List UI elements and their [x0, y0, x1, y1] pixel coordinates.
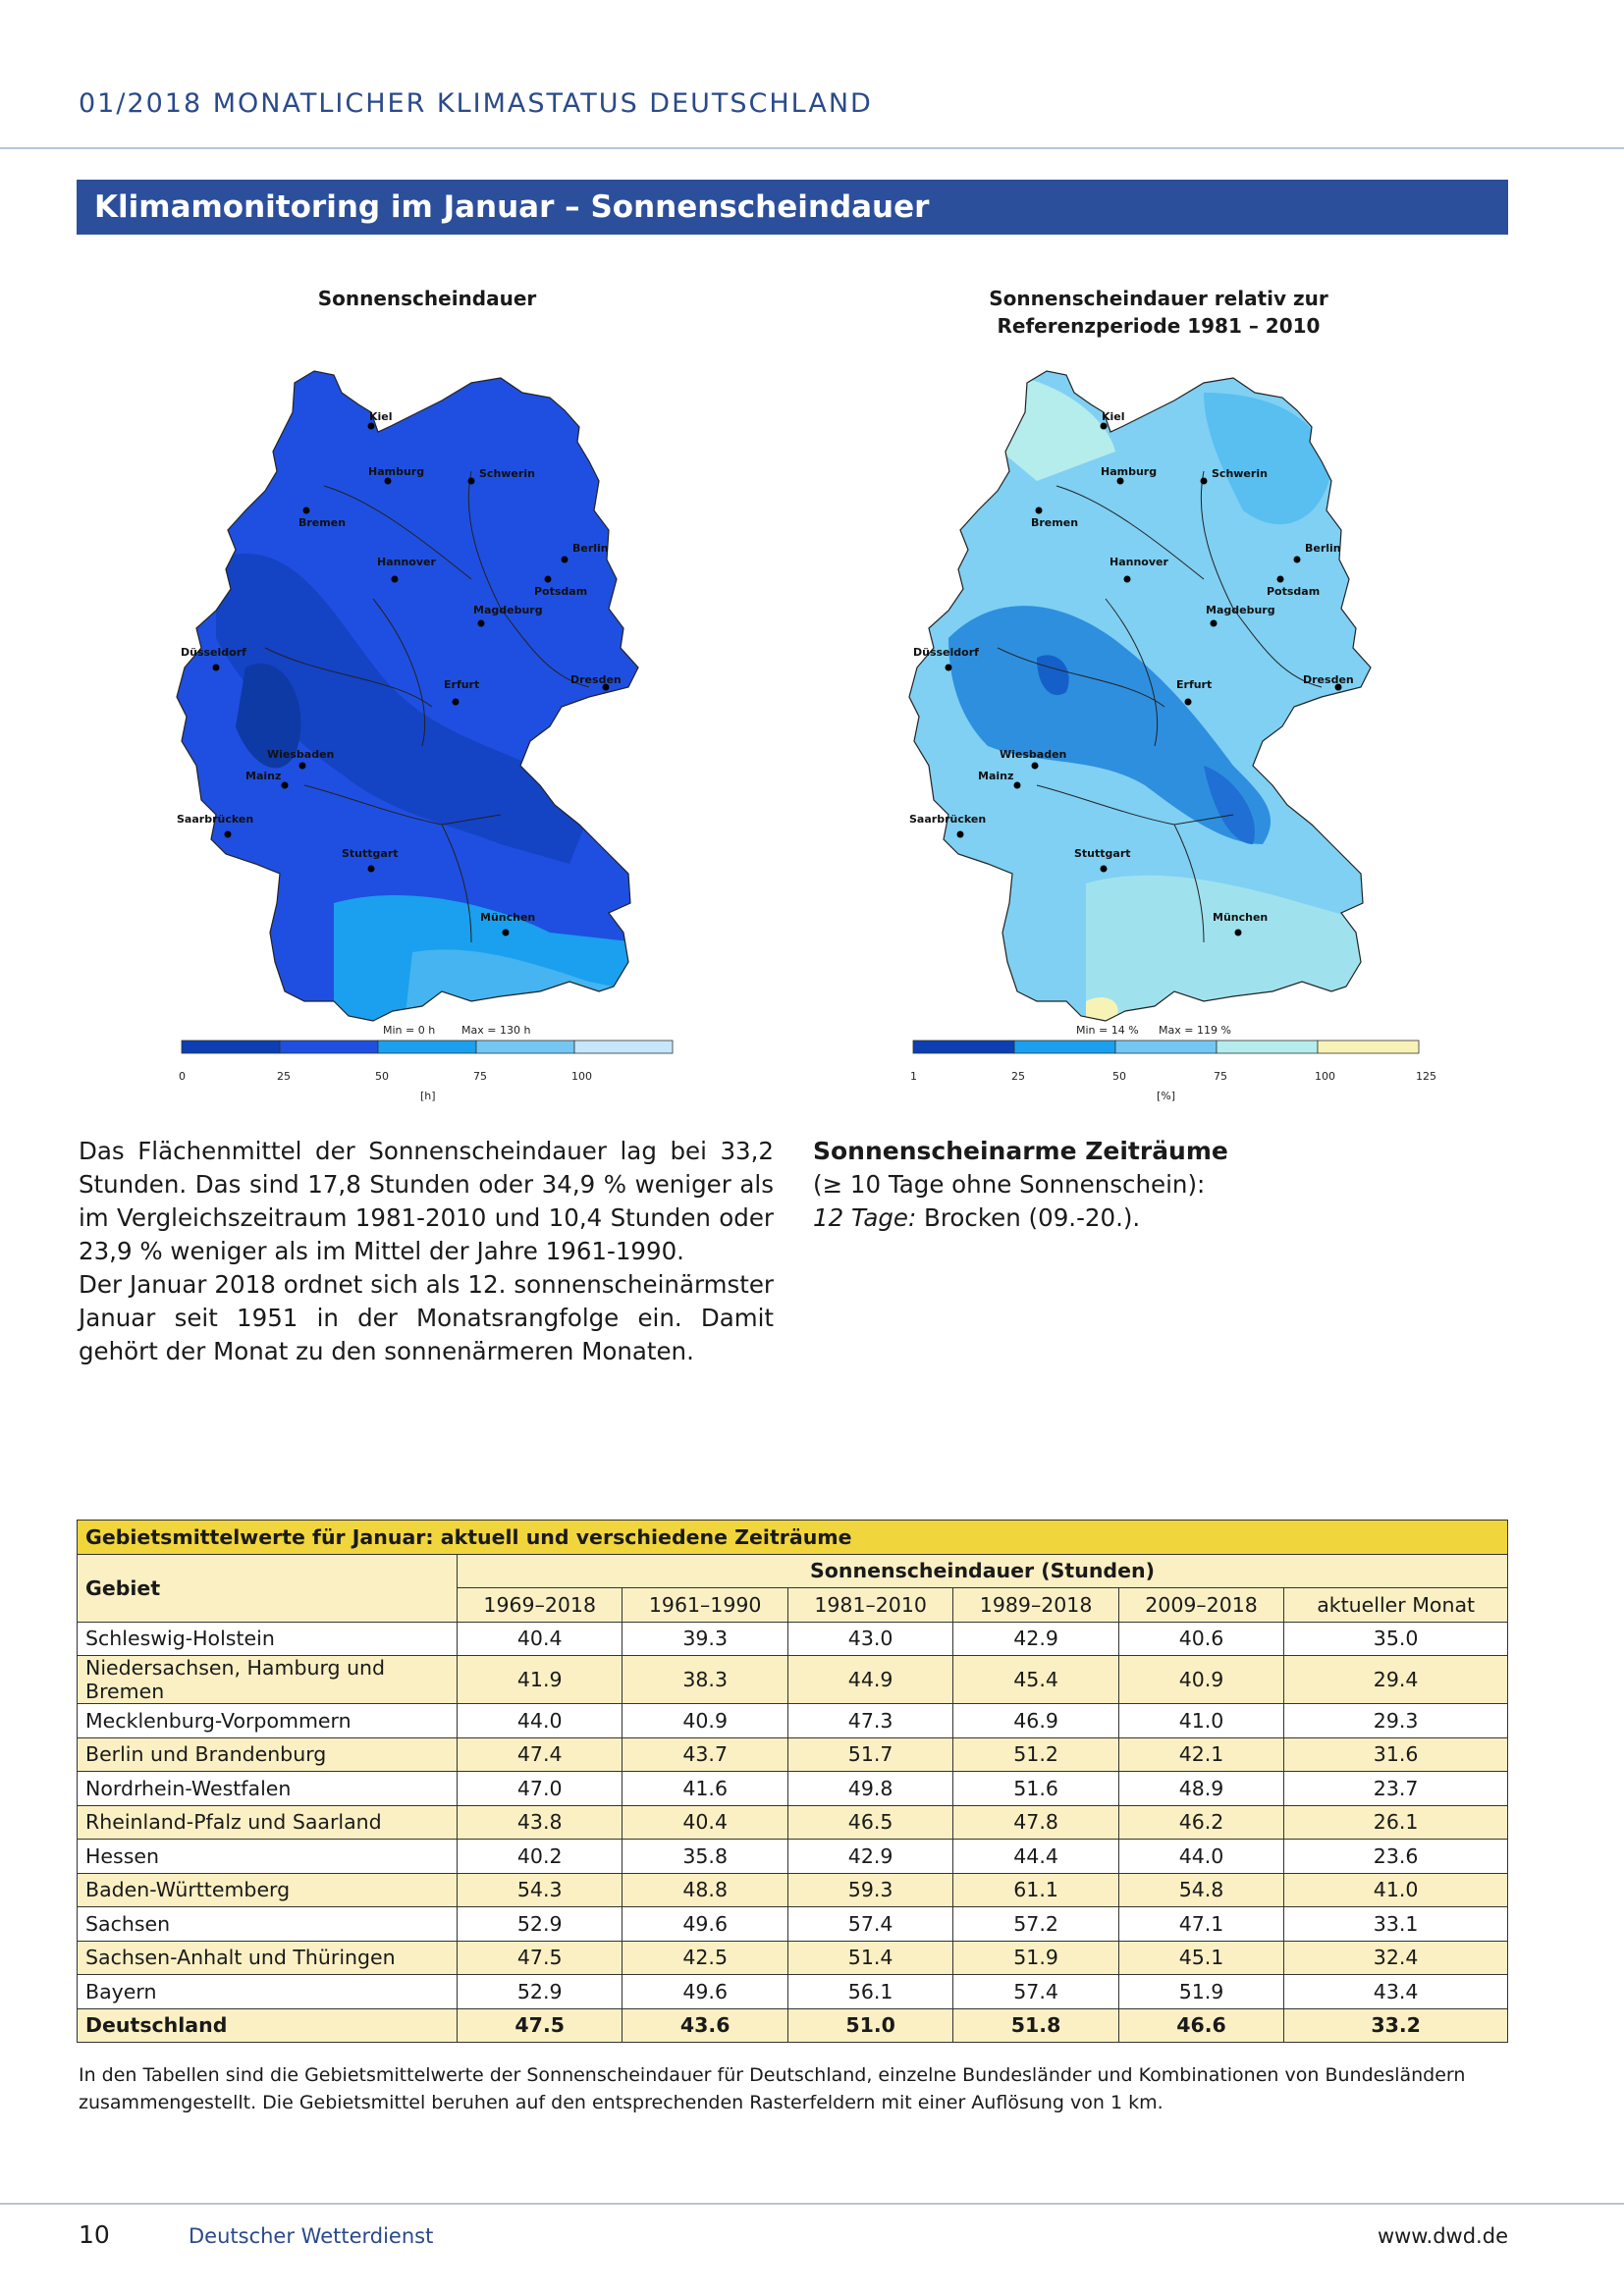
cell-gebiet: Nordrhein-Westfalen [78, 1772, 458, 1806]
cell-value: 51.2 [953, 1737, 1118, 1772]
cell-value: 57.4 [787, 1907, 952, 1942]
city-label: Erfurt [1176, 678, 1213, 691]
low-sunshine-station: Brocken (09.-20.). [916, 1203, 1141, 1232]
city-label: Dresden [570, 673, 622, 686]
city-label: Schwerin [1212, 467, 1268, 480]
footer-organization: Deutscher Wetterdienst [189, 2224, 434, 2248]
cell-value: 47.5 [458, 2008, 623, 2043]
col-group-sunshine: Sonnenscheindauer (Stunden) [458, 1554, 1508, 1588]
cell-value: 52.9 [458, 1907, 623, 1942]
cell-value: 40.4 [623, 1805, 787, 1840]
footer-divider [0, 2203, 1624, 2205]
table-row [78, 1704, 1508, 1738]
city-label: Schwerin [479, 467, 535, 480]
legend-swatch [378, 1041, 476, 1053]
map-right-title-line1: Sonnenscheindauer relativ zur [989, 287, 1328, 310]
cell-value: 54.8 [1118, 1873, 1283, 1907]
city-label: Erfurt [444, 678, 480, 691]
header-divider [0, 147, 1624, 149]
section-title: Klimamonitoring im Januar – Sonnenscheindauer [77, 180, 1508, 235]
legend-tick: 100 [1315, 1070, 1335, 1083]
city-label: München [480, 911, 536, 924]
cell-value: 46.2 [1118, 1805, 1283, 1840]
legend-tick: 0 [179, 1070, 186, 1083]
city-label: Stuttgart [1074, 847, 1131, 860]
cell-gebiet: Sachsen [78, 1907, 458, 1942]
city-label: Saarbrücken [909, 813, 987, 826]
table-row [78, 1907, 1508, 1942]
table-row [78, 1656, 1508, 1704]
cell-value: 42.5 [623, 1941, 787, 1975]
cell-value: 35.8 [623, 1840, 787, 1874]
city-label: Magdeburg [1206, 604, 1275, 616]
cell-gebiet: Mecklenburg-Vorpommern [78, 1704, 458, 1738]
table-row [78, 1622, 1508, 1656]
legend-swatch [913, 1041, 1014, 1053]
legend-max: Max = 130 h [461, 1024, 531, 1037]
col-gebiet: Gebiet [78, 1554, 458, 1622]
cell-value: 48.8 [623, 1873, 787, 1907]
table-caption-row [78, 1521, 1508, 1555]
city-marker [1201, 478, 1208, 485]
map-right-title-line2: Referenzperiode 1981 – 2010 [997, 314, 1321, 338]
table-row [78, 1737, 1508, 1772]
cell-value: 43.8 [458, 1805, 623, 1840]
cell-value: 52.9 [458, 1975, 623, 2009]
legend-swatch [1014, 1041, 1115, 1053]
col-period: 1969–2018 [458, 1588, 623, 1623]
cell-value: 26.1 [1284, 1805, 1508, 1840]
legend-swatch [280, 1041, 378, 1053]
cell-value: 32.4 [1284, 1941, 1508, 1975]
cell-value: 43.6 [623, 2008, 787, 2043]
cell-value: 33.1 [1284, 1907, 1508, 1942]
cell-value: 42.9 [787, 1840, 952, 1874]
cell-value: 57.4 [953, 1975, 1118, 2009]
city-label: Berlin [1305, 542, 1341, 555]
map-left-title: Sonnenscheindauer [317, 287, 537, 310]
col-period: aktueller Monat [1284, 1588, 1508, 1623]
legend-unit: [h] [420, 1090, 436, 1102]
city-label: Stuttgart [342, 847, 399, 860]
cell-gebiet: Baden-Württemberg [78, 1873, 458, 1907]
cell-value: 35.0 [1284, 1622, 1508, 1656]
city-label: Bremen [298, 516, 347, 529]
cell-value: 43.4 [1284, 1975, 1508, 2009]
cell-value: 51.0 [787, 2008, 952, 2043]
city-marker [1211, 620, 1218, 627]
low-sunshine-heading: Sonnenscheinarme Zeiträume [813, 1137, 1228, 1165]
cell-value: 43.0 [787, 1622, 952, 1656]
city-label: Kiel [369, 410, 393, 423]
city-marker [303, 507, 310, 514]
col-period: 2009–2018 [1118, 1588, 1283, 1623]
legend-tick: 75 [473, 1070, 487, 1083]
cell-value: 29.4 [1284, 1656, 1508, 1704]
table-header-row [78, 1554, 1508, 1588]
cell-value: 51.6 [953, 1772, 1118, 1806]
cell-value: 41.9 [458, 1656, 623, 1704]
city-marker [1277, 576, 1284, 583]
cell-gebiet: Sachsen-Anhalt und Thüringen [78, 1941, 458, 1975]
table-row [78, 1805, 1508, 1840]
summary-text [79, 1135, 774, 1368]
legend-tick: 50 [1112, 1070, 1126, 1083]
legend-swatch [1217, 1041, 1318, 1053]
cell-value: 51.8 [953, 2008, 1118, 2043]
table-row [78, 1840, 1508, 1874]
city-marker [946, 665, 952, 671]
legend-tick: 100 [571, 1070, 592, 1083]
cell-gebiet: Niedersachsen, Hamburg und Bremen [78, 1656, 458, 1704]
city-label: Düsseldorf [181, 646, 246, 659]
city-marker [1235, 930, 1242, 936]
low-sunshine-periods [813, 1135, 1304, 1235]
cell-value: 51.7 [787, 1737, 952, 1772]
cell-value: 51.4 [787, 1941, 952, 1975]
cell-gebiet: Hessen [78, 1840, 458, 1874]
cell-value: 41.0 [1118, 1704, 1283, 1738]
legend-tick: 25 [1011, 1070, 1025, 1083]
city-label: Hannover [377, 556, 436, 568]
city-marker [545, 576, 552, 583]
cell-value: 44.9 [787, 1656, 952, 1704]
cell-value: 41.0 [1284, 1873, 1508, 1907]
cell-value: 48.9 [1118, 1772, 1283, 1806]
col-period: 1981–2010 [787, 1588, 952, 1623]
table-row [78, 1873, 1508, 1907]
city-marker [1294, 557, 1301, 563]
col-period: 1989–2018 [953, 1588, 1118, 1623]
cell-gebiet: Bayern [78, 1975, 458, 2009]
cell-value: 45.4 [953, 1656, 1118, 1704]
cell-value: 45.1 [1118, 1941, 1283, 1975]
cell-value: 47.3 [787, 1704, 952, 1738]
cell-value: 33.2 [1284, 2008, 1508, 2043]
city-marker [368, 423, 375, 430]
cell-value: 49.6 [623, 1907, 787, 1942]
cell-value: 47.4 [458, 1737, 623, 1772]
table-row [78, 1975, 1508, 2009]
city-marker [478, 620, 485, 627]
legend-unit: [%] [1157, 1090, 1176, 1102]
cell-value: 42.1 [1118, 1737, 1283, 1772]
city-label: Hamburg [368, 465, 425, 478]
cell-value: 40.4 [458, 1622, 623, 1656]
city-marker [1014, 782, 1021, 789]
cell-value: 40.9 [1118, 1656, 1283, 1704]
cell-value: 39.3 [623, 1622, 787, 1656]
city-marker [1032, 763, 1039, 770]
city-marker [225, 831, 232, 838]
city-label: Mainz [978, 770, 1014, 782]
table-row-total [78, 2008, 1508, 2043]
city-label: Hannover [1110, 556, 1168, 568]
map-left-legend [179, 1024, 673, 1102]
table-caption: Gebietsmittelwerte für Januar: aktuell und verschiedene Zeiträume [78, 1521, 1508, 1555]
cell-value: 54.3 [458, 1873, 623, 1907]
city-marker [1124, 576, 1131, 583]
cell-value: 51.9 [1118, 1975, 1283, 2009]
footer-url: www.dwd.de [1377, 2224, 1508, 2248]
cell-value: 47.8 [953, 1805, 1118, 1840]
city-label: Mainz [245, 770, 282, 782]
cell-gebiet: Rheinland-Pfalz und Saarland [78, 1805, 458, 1840]
cell-value: 23.6 [1284, 1840, 1508, 1874]
cell-value: 59.3 [787, 1873, 952, 1907]
legend-max: Max = 119 % [1159, 1024, 1231, 1037]
map-right-title [913, 285, 1404, 340]
summary-paragraph-1: Das Flächenmittel der Sonnenscheindauer lag bei 33,2 Stunden. Das sind 17,8 Stunden oder 34,9 % weniger als im Vergleichszeitraum 1981-2010 und 10,4 Stunden oder 23,9 % weniger als im Mittel der Jahre 1961-1990. [79, 1137, 774, 1265]
city-label: Saarbrücken [177, 813, 254, 826]
summary-paragraph-2: Der Januar 2018 ordnet sich als 12. sonnenscheinärmster Januar seit 1951 in der Monatsrangfolge ein. Damit gehört der Monat zu den sonnenärmeren Monaten. [79, 1270, 774, 1365]
legend-tick: 25 [277, 1070, 291, 1083]
low-sunshine-entry [813, 1201, 1304, 1235]
legend-tick: 75 [1214, 1070, 1227, 1083]
city-marker [957, 831, 964, 838]
cell-value: 49.8 [787, 1772, 952, 1806]
sunshine-map-absolute [177, 353, 687, 1109]
low-sunshine-criterion: (≥ 10 Tage ohne Sonnenschein): [813, 1170, 1206, 1199]
legend-swatch [1115, 1041, 1217, 1053]
legend-tick: 1 [910, 1070, 917, 1083]
cell-value: 49.6 [623, 1975, 787, 2009]
cell-value: 47.5 [458, 1941, 623, 1975]
legend-tick: 125 [1416, 1070, 1436, 1083]
cell-value: 41.6 [623, 1772, 787, 1806]
cell-value: 29.3 [1284, 1704, 1508, 1738]
city-marker [385, 478, 392, 485]
legend-swatch [182, 1041, 280, 1053]
city-label: München [1213, 911, 1269, 924]
header-title: 01/2018 MONATLICHER KLIMASTATUS DEUTSCHLAND [79, 88, 873, 119]
city-marker [1117, 478, 1124, 485]
city-label: Berlin [572, 542, 609, 555]
legend-swatch [574, 1041, 673, 1053]
city-label: Potsdam [534, 585, 588, 598]
city-label: Bremen [1031, 516, 1079, 529]
city-marker [503, 930, 510, 936]
area-means-table [77, 1520, 1508, 2043]
table-row [78, 1772, 1508, 1806]
cell-value: 40.6 [1118, 1622, 1283, 1656]
city-label: Kiel [1102, 410, 1125, 423]
cell-value: 23.7 [1284, 1772, 1508, 1806]
legend-min: Min = 0 h [383, 1024, 436, 1037]
city-label: Dresden [1303, 673, 1354, 686]
cell-value: 56.1 [787, 1975, 952, 2009]
city-label: Wiesbaden [1000, 748, 1067, 761]
table-row [78, 1941, 1508, 1975]
low-sunshine-days: 12 Tage: [813, 1203, 917, 1232]
city-label: Düsseldorf [913, 646, 979, 659]
cell-gebiet: Deutschland [78, 2008, 458, 2043]
cell-value: 31.6 [1284, 1737, 1508, 1772]
cell-value: 46.5 [787, 1805, 952, 1840]
city-marker [1101, 866, 1108, 873]
legend-min: Min = 14 % [1076, 1024, 1139, 1037]
cell-value: 47.0 [458, 1772, 623, 1806]
city-label: Wiesbaden [267, 748, 335, 761]
cell-value: 57.2 [953, 1907, 1118, 1942]
cell-value: 42.9 [953, 1622, 1118, 1656]
cell-value: 40.2 [458, 1840, 623, 1874]
cell-value: 46.6 [1118, 2008, 1283, 2043]
cell-value: 40.9 [623, 1704, 787, 1738]
city-marker [562, 557, 568, 563]
cell-value: 47.1 [1118, 1907, 1283, 1942]
city-label: Hamburg [1101, 465, 1158, 478]
cell-value: 51.9 [953, 1941, 1118, 1975]
sunshine-map-relative [909, 353, 1436, 1109]
city-marker [392, 576, 399, 583]
cell-gebiet: Berlin und Brandenburg [78, 1737, 458, 1772]
cell-gebiet: Schleswig-Holstein [78, 1622, 458, 1656]
city-marker [468, 478, 475, 485]
cell-value: 61.1 [953, 1873, 1118, 1907]
legend-tick: 50 [375, 1070, 389, 1083]
city-marker [299, 763, 306, 770]
map-right-legend [910, 1024, 1436, 1102]
cell-value: 44.0 [1118, 1840, 1283, 1874]
city-marker [1101, 423, 1108, 430]
cell-value: 43.7 [623, 1737, 787, 1772]
city-marker [453, 699, 460, 706]
city-marker [213, 665, 220, 671]
city-marker [368, 866, 375, 873]
cell-value: 46.9 [953, 1704, 1118, 1738]
table-footnote: In den Tabellen sind die Gebietsmittelwerte der Sonnenscheindauer für Deutschland, einzelne Bundesländer und Kombinationen von Bundesländern zusammengestellt. Die Gebietsmittel beruhen auf den entsprechenden Rasterfeldern mit einer Auflösung von 1 km. [79, 2064, 1466, 2113]
city-label: Magdeburg [473, 604, 543, 616]
cell-value: 44.4 [953, 1840, 1118, 1874]
col-period: 1961–1990 [623, 1588, 787, 1623]
city-marker [282, 782, 289, 789]
legend-swatch [1318, 1041, 1419, 1053]
page-number: 10 [79, 2220, 110, 2249]
city-marker [1036, 507, 1043, 514]
cell-value: 38.3 [623, 1656, 787, 1704]
legend-swatch [476, 1041, 574, 1053]
city-marker [1185, 699, 1192, 706]
cell-value: 44.0 [458, 1704, 623, 1738]
city-label: Potsdam [1267, 585, 1321, 598]
